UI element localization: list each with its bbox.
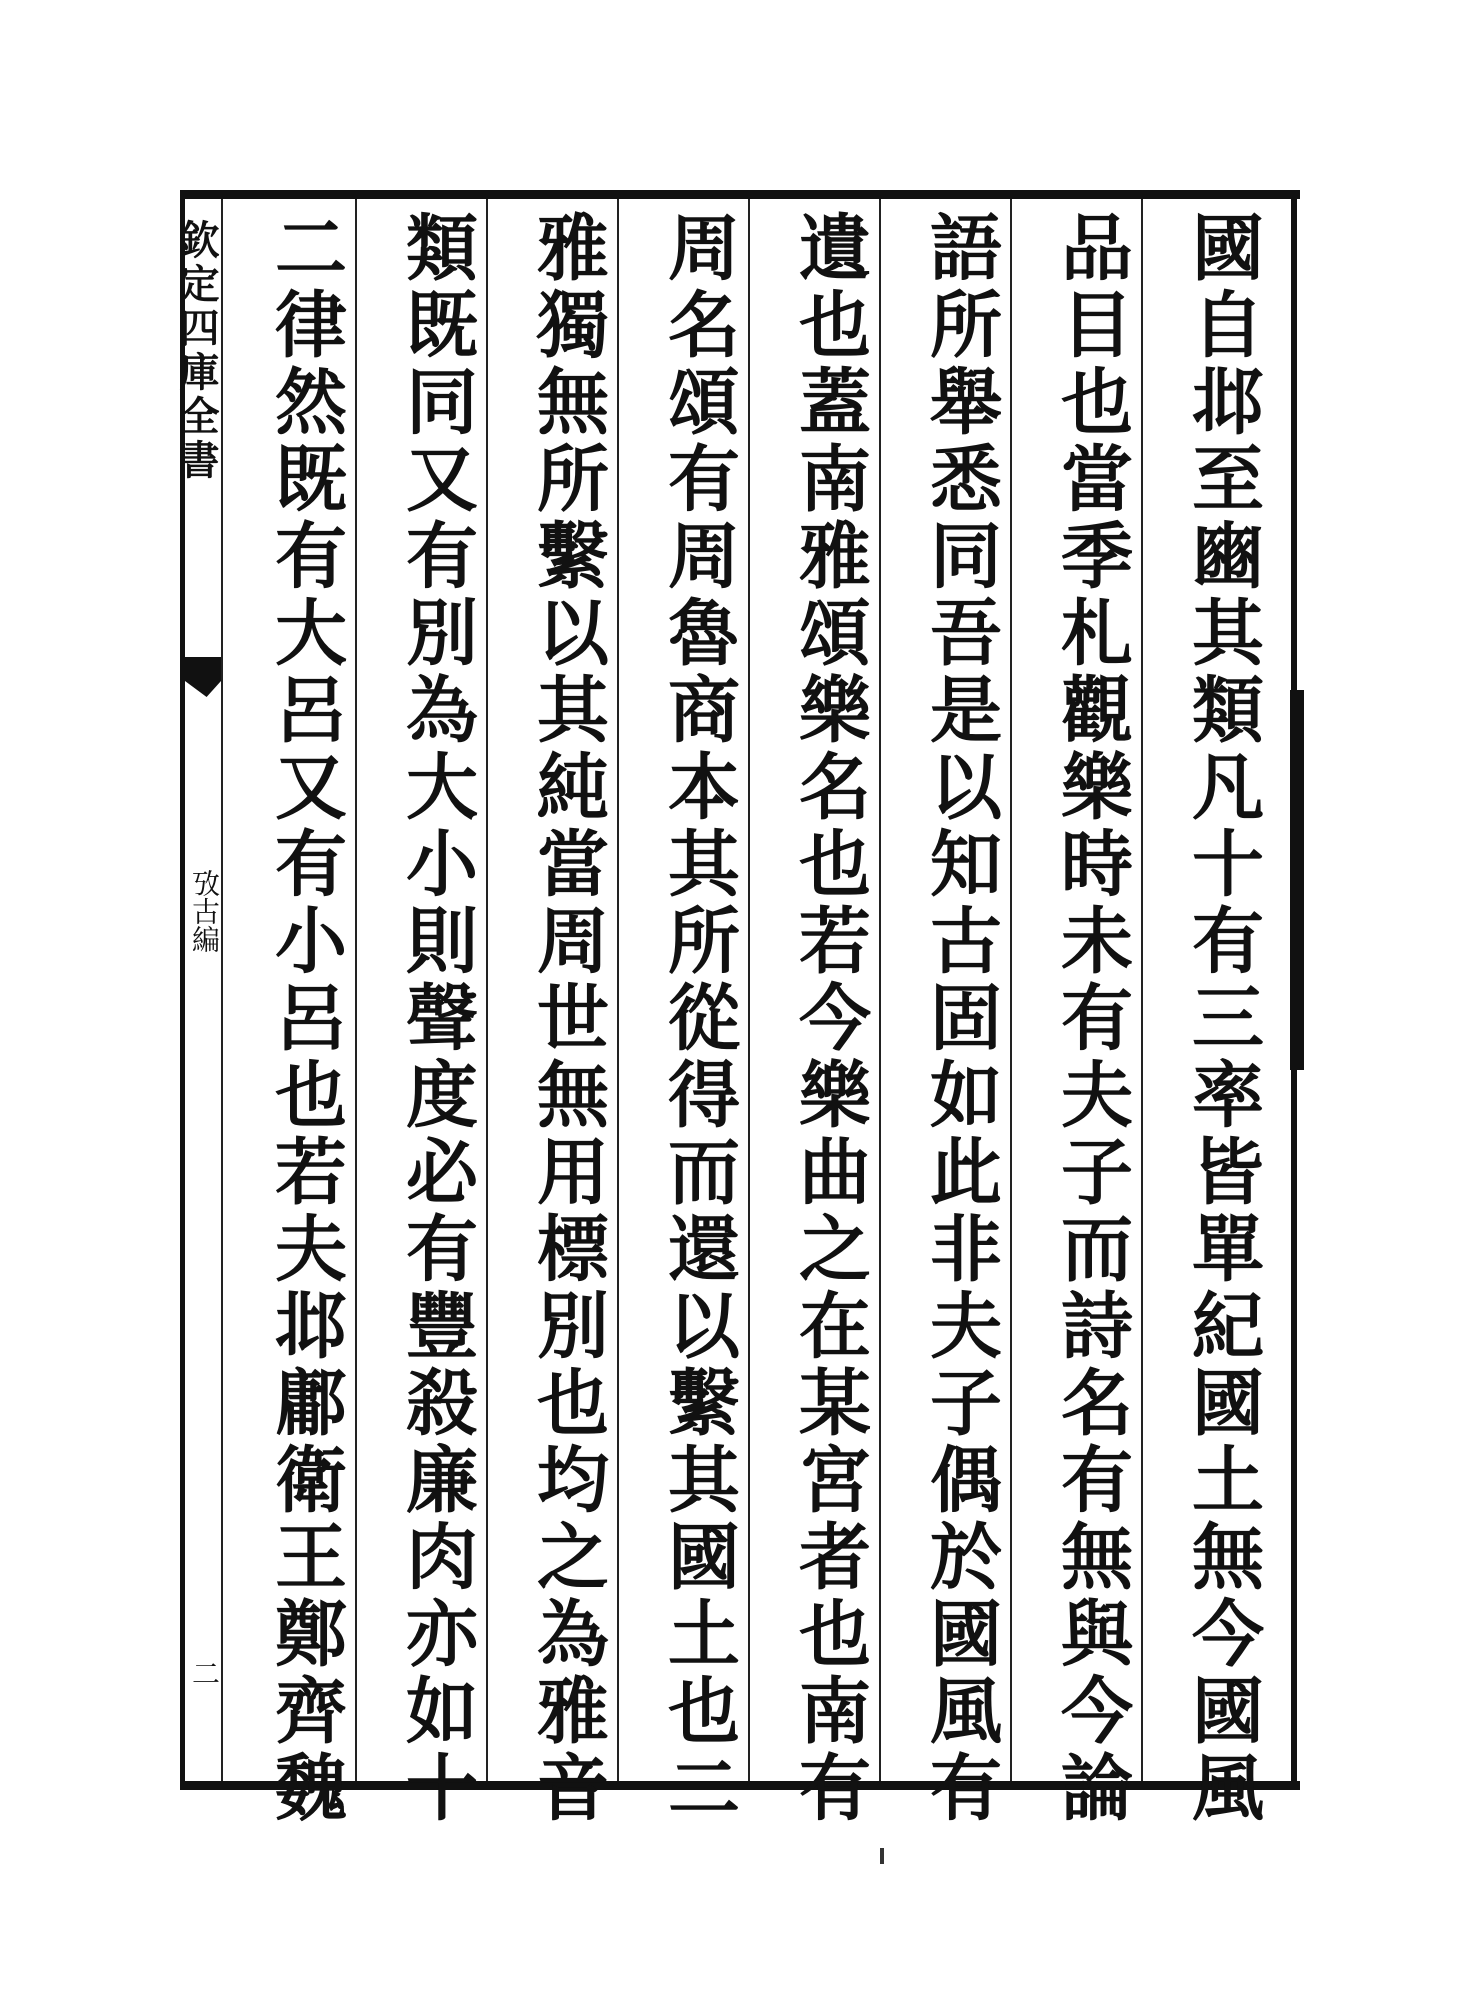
column-divider <box>1141 199 1143 1781</box>
text-column-5: 周名頌有周魯商本其所從得而還以繫其國土也二 <box>656 210 741 1827</box>
text-column-6: 雅獨無所繫以其純當周世無用標別也均之為雅音 <box>525 210 610 1827</box>
column-divider <box>486 199 488 1781</box>
text-column-2: 品目也當季札觀樂時未有夫子而詩名有無與今論 <box>1049 210 1134 1827</box>
edge-bar <box>1290 690 1304 1070</box>
fishtail-mark <box>185 657 221 697</box>
bottom-mark <box>880 1848 884 1864</box>
spine-title: 欽定四庫全書 <box>173 219 220 483</box>
column-divider <box>748 199 750 1781</box>
text-column-7: 類既同又有別為大小則聲度必有豐殺廉肉亦如十 <box>394 210 479 1827</box>
column-divider <box>221 199 223 1781</box>
column-divider <box>355 199 357 1781</box>
column-divider <box>617 199 619 1781</box>
spine-page-number: 二 <box>188 1659 221 1687</box>
spine-section: 攷古編 <box>188 869 221 953</box>
text-column-4: 遺也蓋南雅頌樂名也若今樂曲之在某宮者也南有 <box>787 210 872 1827</box>
column-divider <box>879 199 881 1781</box>
text-column-1: 國自邶至豳其類凡十有三率皆單紀國土無今國風 <box>1180 210 1265 1827</box>
spine <box>173 199 221 1781</box>
text-column-3: 語所舉悉同吾是以知古固如此非夫子偶於國風有 <box>918 210 1003 1827</box>
text-column-8: 二律然既有大呂又有小呂也若夫邶鄘衛王鄭齊魏 <box>263 210 348 1827</box>
column-divider <box>1010 199 1012 1781</box>
